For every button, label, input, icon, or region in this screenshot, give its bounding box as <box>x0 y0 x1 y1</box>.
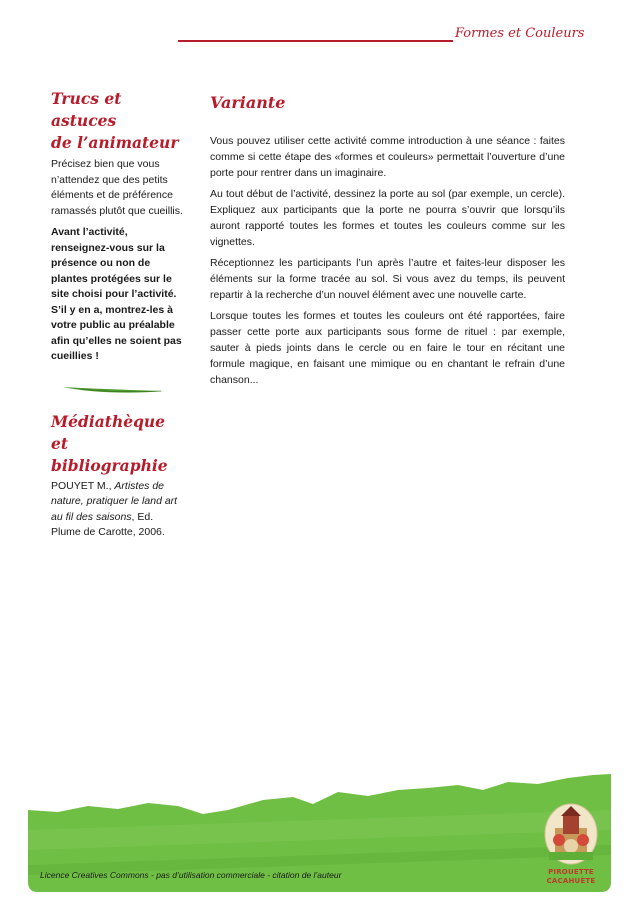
biblio-author: POUYET M., <box>51 479 115 492</box>
logo-emblem-icon <box>543 800 599 866</box>
biblio-heading-line1: Médiathèque et <box>51 411 166 453</box>
tips-warning: Avant l’activité, renseignez-vous sur la présence ou non de plantes protégées sur le site choisi pour l’activité. S’il y en a, montrez-les à votre public au préalable afin qu’elles ne soient pas cueillies ! <box>51 226 182 362</box>
leaf-divider-icon <box>61 383 166 395</box>
main-content <box>210 92 565 393</box>
paragraph-2: Au tout début de l’activité, dessinez la porte au sol (par exemple, un cercle). Expliquez aux participants que la porte ne pourra s’ouvrir que lorsqu’ils auront rapporté toutes les formes et toutes les couleurs comme sur les vignettes. <box>210 188 565 248</box>
tips-heading <box>51 88 183 154</box>
logo-text-line2: CACAHUÈTE <box>546 877 596 885</box>
license-text: Licence Creatives Commons - pas d’utilisation commerciale - citation de l’auteur <box>40 870 342 880</box>
variante-heading: Variante <box>210 93 286 112</box>
biblio-publisher: , Ed. Plume de Carotte, 2006. <box>51 510 165 538</box>
paragraph-4: Lorsque toutes les formes et toutes les couleurs ont été rapportées, faire passer cette porte aux participants sous forme de rituel : par exemple, sauter à pieds joints dans le cercle ou en faire le tour en récitant une formule magique, en faisant une mimique ou en chantant le refrain d’une chanson... <box>210 310 565 386</box>
paragraph-3: Réceptionnez les participants l’un après l’autre et faites-leur disposer les éléments sur la forme tracée au sol. Si vous avez du temps, ils peuvent repartir à la recherche d’un nouvel élément avec une nouvelle carte. <box>210 257 565 301</box>
biblio-entry <box>51 479 183 541</box>
tips-heading-line2: de l’animateur <box>51 133 179 152</box>
sidebar <box>51 88 183 541</box>
logo-text-line1: PIROUETTE <box>548 868 594 876</box>
pirouette-logo <box>543 800 599 890</box>
biblio-title: Artistes de nature, pratiquer le land art au fil des saisons <box>51 479 178 523</box>
header-rule <box>178 40 453 42</box>
tips-text: Précisez bien que vous n’attendez que des petits éléments et de préférence ramassés plutôt que cueillis. <box>51 158 183 217</box>
tips-heading-line1: Trucs et astuces <box>51 89 122 130</box>
page-title: Formes et Couleurs <box>455 26 585 41</box>
biblio-heading <box>51 411 183 477</box>
paragraph-1: Vous pouvez utiliser cette activité comme introduction à une séance : faites comme si cette étape des «formes et couleurs» permettait l’ouverture d’une porte pour rentrer dans un imaginaire. <box>210 135 565 179</box>
biblio-heading-line2: bibliographie <box>51 455 168 475</box>
